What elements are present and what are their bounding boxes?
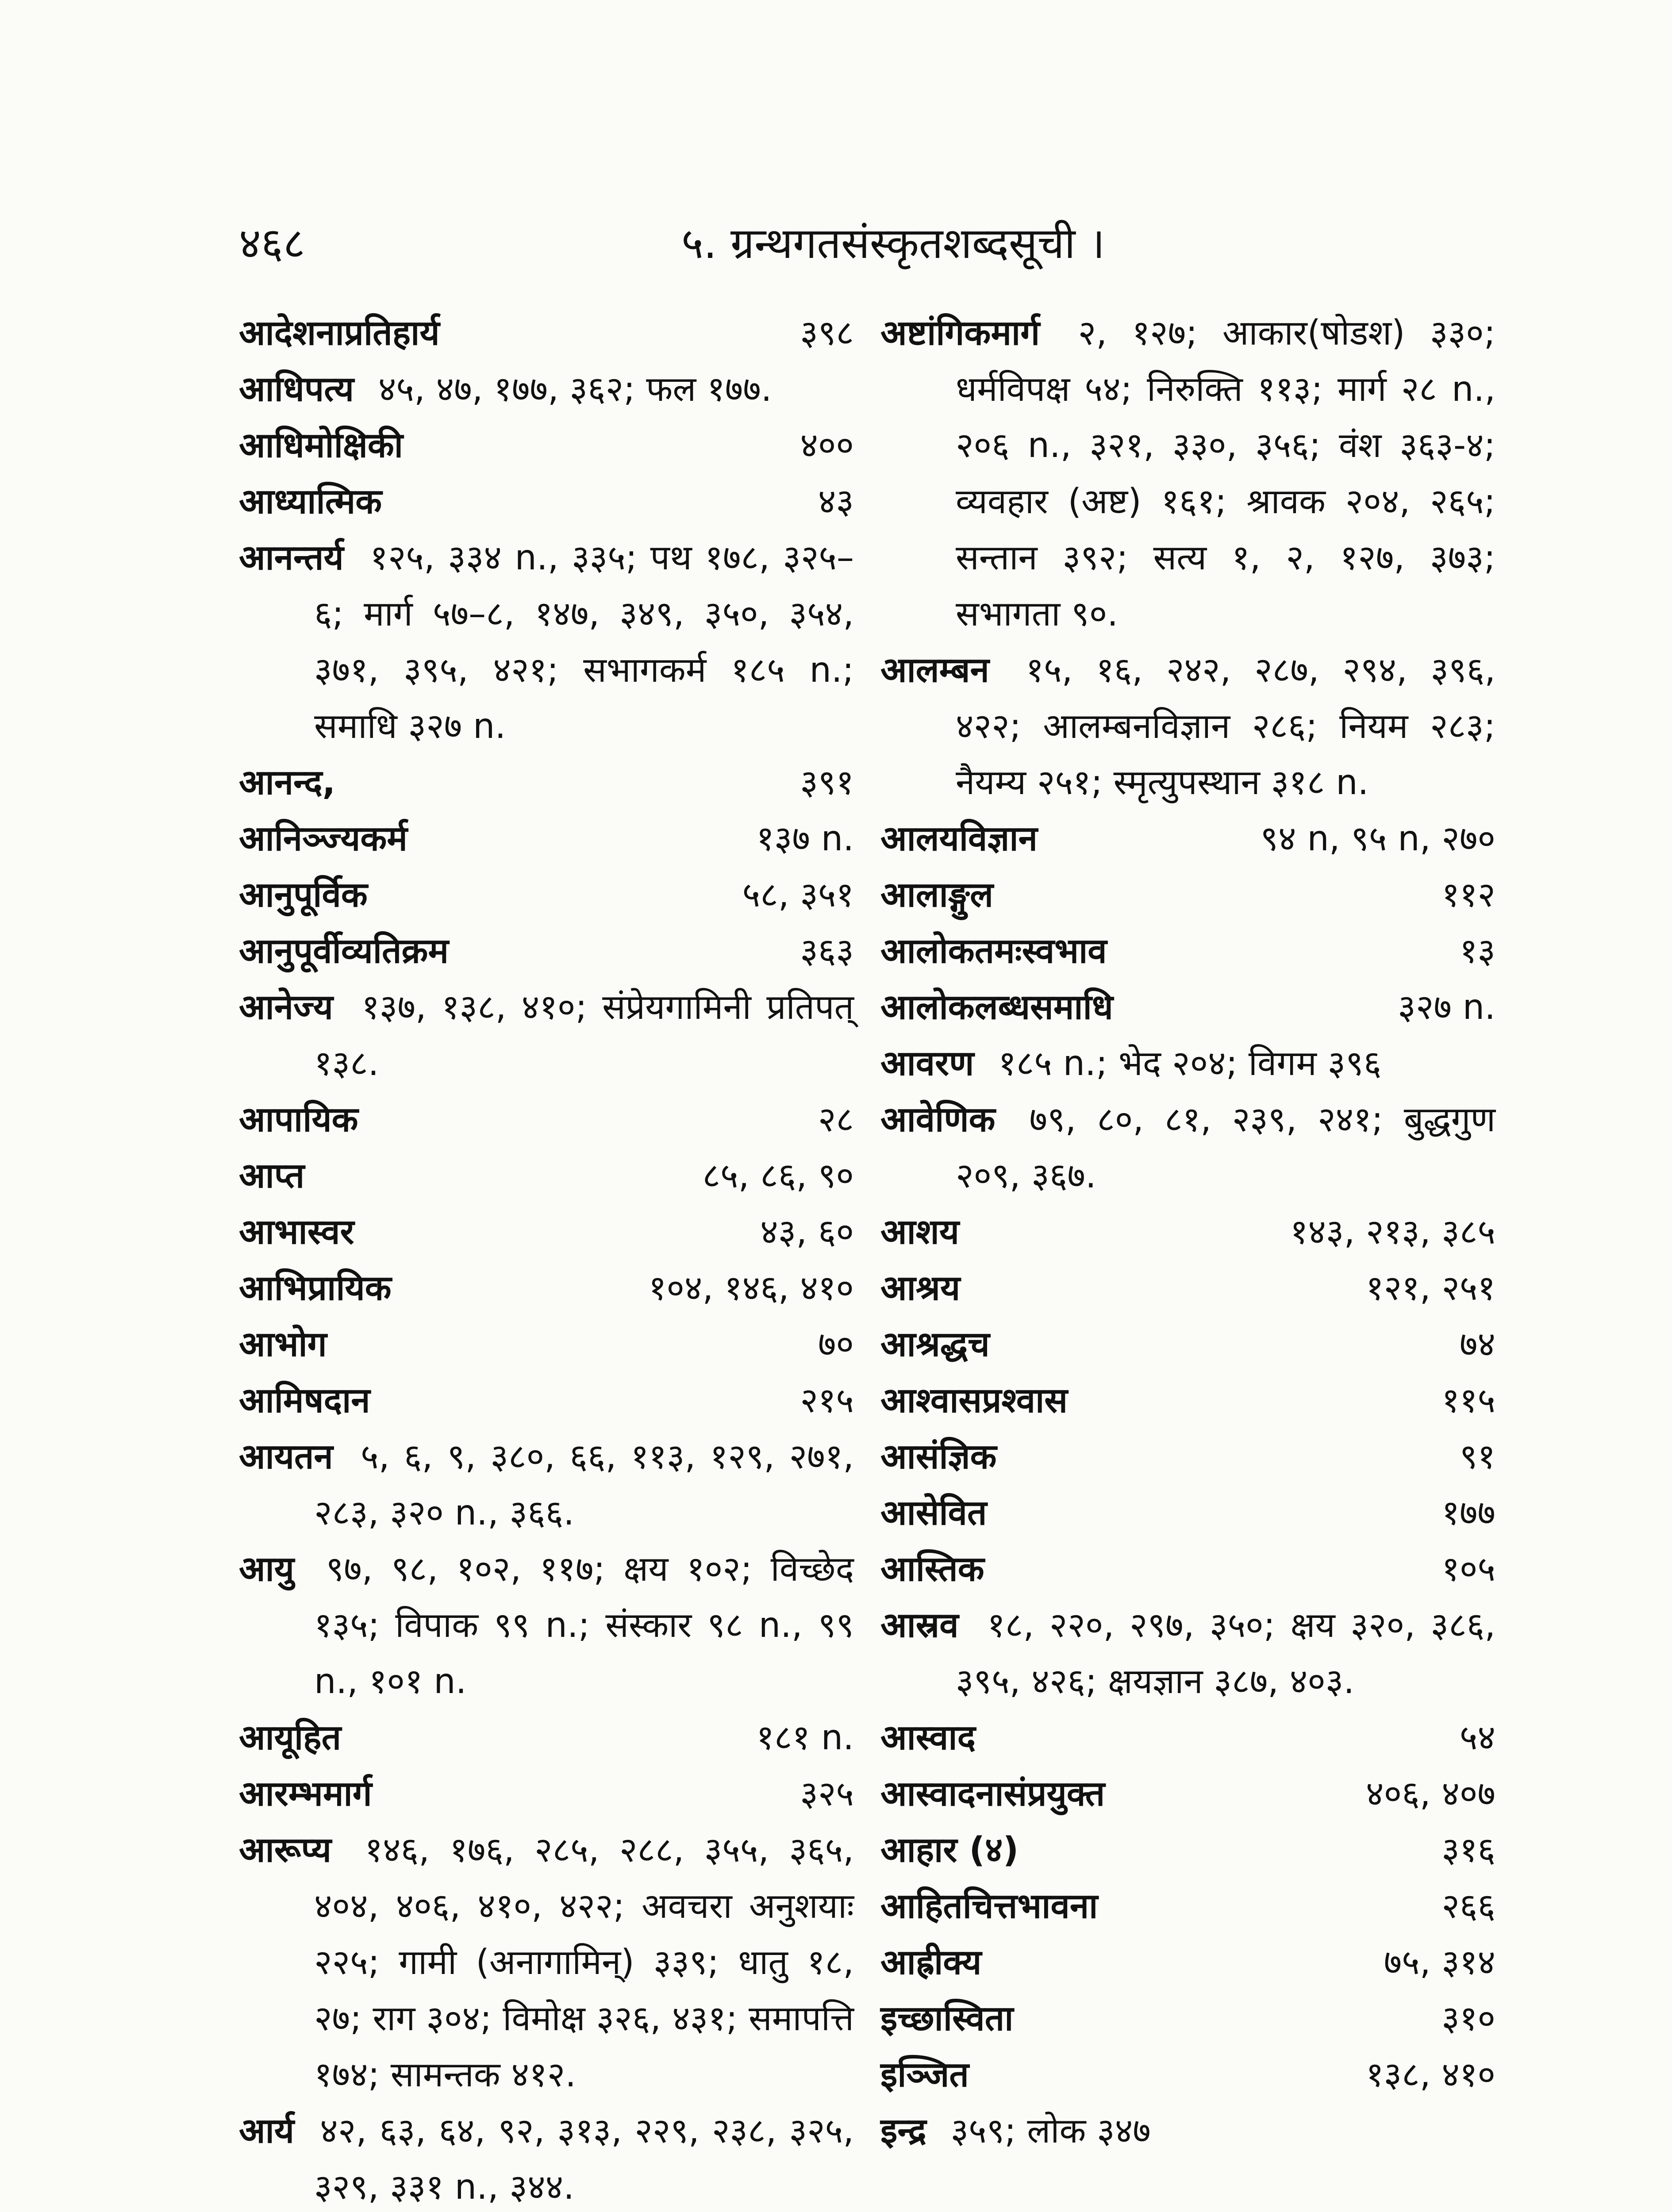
entry-headword: आस्वादनासंप्रयुक्त xyxy=(880,1774,1105,1814)
entry-headword: इञ्जित xyxy=(880,2055,969,2095)
entry-references: १२५, ३३४ n., ३३५; पथ १७८, ३२५–६; मार्ग ५७–८, १४७, ३४९, ३५०, ३५४, ३७१, ३९५, ४२१; सभागकर्म १८५ n.; समाधि ३२७ n. xyxy=(314,538,854,746)
index-entry xyxy=(239,979,854,1092)
entry-headword: आवेणिक xyxy=(880,1100,996,1140)
index-entry xyxy=(880,305,1495,642)
entry-references: १३८, ४१० xyxy=(1366,2055,1495,2095)
index-entry xyxy=(239,1541,854,1710)
entry-references: १४३, २१३, ३८५ xyxy=(1290,1212,1495,1252)
entry-references: १८, २२०, २९७, ३५०; क्षय ३२०, ३८६, ३९५, ४२६; क्षयज्ञान ३८७, ४०३. xyxy=(956,1605,1495,1701)
index-entry xyxy=(239,755,854,811)
entry-headword: आवरण xyxy=(880,1044,974,1083)
index-entry xyxy=(880,2047,1495,2103)
index-entry xyxy=(239,1317,854,1373)
entry-references: २१५ xyxy=(800,1381,854,1421)
index-entry xyxy=(239,1766,854,1822)
index-entry xyxy=(239,1260,854,1317)
entry-references: ५८, ३५१ xyxy=(742,875,854,915)
index-entry xyxy=(880,1485,1495,1541)
index-entry xyxy=(239,474,854,530)
entry-headword: आलोकलब्धसमाधि xyxy=(880,987,1113,1027)
entry-headword: आस्तिक xyxy=(880,1549,984,1589)
index-column-right xyxy=(880,305,1495,2159)
index-entry xyxy=(239,811,854,867)
index-entry xyxy=(880,1541,1495,1598)
entry-headword: आहार (४) xyxy=(880,1830,1019,1870)
index-entry xyxy=(239,361,854,418)
index-entry xyxy=(239,418,854,474)
entry-headword: अष्टांगिकमार्ग xyxy=(880,313,1040,353)
index-entry xyxy=(880,642,1495,811)
entry-headword: आनिञ्ज्यकर्म xyxy=(239,819,407,859)
entry-headword: आसेवित xyxy=(880,1493,987,1533)
entry-headword: आश्रद्धच xyxy=(880,1325,990,1364)
entry-headword: आनुपूर्विक xyxy=(239,875,368,915)
entry-headword: आरम्भमार्ग xyxy=(239,1774,372,1814)
entry-headword: आस्वाद xyxy=(880,1718,976,1758)
entry-headword: आप्त xyxy=(239,1156,305,1196)
entry-references: ३९१ xyxy=(800,763,854,803)
index-entry xyxy=(880,979,1495,1036)
index-entry xyxy=(880,1036,1495,1092)
index-entry xyxy=(239,923,854,979)
index-column-left xyxy=(239,305,854,2212)
entry-references: १८१ n. xyxy=(756,1718,854,1758)
entry-references: १३७, १३८, ४१०; संप्रेयगामिनी प्रतिपत् १३८. xyxy=(314,987,854,1083)
index-entry xyxy=(880,1822,1495,1878)
entry-references: ४५, ४७, १७७, ३६२; फल १७७. xyxy=(378,369,772,409)
entry-references: ३२५ xyxy=(800,1774,854,1814)
index-entry xyxy=(880,1092,1495,1204)
entry-headword: आभिप्रायिक xyxy=(239,1268,392,1308)
entry-headword: आनन्द, xyxy=(239,763,336,803)
index-entry xyxy=(880,1317,1495,1373)
index-entry xyxy=(880,867,1495,923)
entry-references: ८५, ८६, ९० xyxy=(702,1156,854,1196)
entry-headword: आधिमोक्षिकी xyxy=(239,426,403,465)
index-entry xyxy=(880,2103,1495,2159)
entry-references: ४०६, ४०७ xyxy=(1366,1774,1495,1814)
entry-headword: आयतन xyxy=(239,1437,333,1477)
index-entry xyxy=(239,530,854,755)
index-entry xyxy=(880,1991,1495,2047)
entry-headword: आह्रीक्य xyxy=(880,1943,982,1982)
index-entry xyxy=(880,1878,1495,1935)
index-entry xyxy=(239,1822,854,2103)
entry-references: ७० xyxy=(818,1325,854,1364)
entry-references: ३१६ xyxy=(1441,1830,1495,1870)
entry-headword: आध्यात्मिक xyxy=(239,482,382,522)
entry-references: ७५, ३१४ xyxy=(1384,1943,1495,1982)
entry-headword: आधिपत्य xyxy=(239,369,354,409)
entry-headword: आलयविज्ञान xyxy=(880,819,1038,859)
index-entry xyxy=(239,1148,854,1204)
entry-references: ४२, ६३, ६४, ९२, ३१३, २२९, २३८, ३२५, ३२९, ३३१ n., ३४४. xyxy=(314,2111,854,2207)
entry-references: १४६, १७६, २८५, २८८, ३५५, ३६५, ४०४, ४०६, ४१०, ४२२; अवचरा अनुशयाः २२५; गामी (अनागामिन्) ३३९; धातु १८, २७; राग ३०४; विमोक्ष ३२६, ४३१; समापत्ति १७४; सामन्तक ४१२. xyxy=(314,1830,854,2095)
index-entry xyxy=(880,1766,1495,1822)
index-entry xyxy=(880,1598,1495,1710)
entry-headword: इन्द्र xyxy=(880,2111,926,2151)
index-entry xyxy=(880,1935,1495,1991)
entry-headword: आनुपूर्वीव्यतिक्रम xyxy=(239,931,449,971)
index-entry xyxy=(239,2103,854,2212)
page-header xyxy=(239,212,1469,274)
entry-headword: आयूहित xyxy=(239,1718,342,1758)
entry-headword: आमिषदान xyxy=(239,1381,370,1421)
entry-references: ७९, ८०, ८१, २३९, २४१; बुद्धगुण २०९, ३६७. xyxy=(956,1100,1495,1196)
index-entry xyxy=(239,1373,854,1429)
entry-references: ४३, ६० xyxy=(760,1212,854,1252)
entry-headword: आलम्बन xyxy=(880,650,989,690)
entry-headword: आनन्तर्य xyxy=(239,538,344,578)
running-title: ५. ग्रन्थगतसंस्कृतशब्दसूची । xyxy=(681,219,1105,268)
entry-headword: आरूप्य xyxy=(239,1830,332,1870)
entry-references: ९४ n, ९५ n, २७० xyxy=(1260,819,1495,859)
entry-references: ३९८ xyxy=(800,313,854,353)
index-entry xyxy=(239,305,854,361)
entry-headword: आदेशनाप्रतिहार्य xyxy=(239,313,440,353)
index-entry xyxy=(880,1260,1495,1317)
entry-headword: आपायिक xyxy=(239,1100,358,1140)
index-entry xyxy=(239,1429,854,1541)
entry-headword: आनेज्य xyxy=(239,987,333,1027)
entry-references: ९७, ९८, १०२, ११७; क्षय १०२; विच्छेद १३५; विपाक ९९ n.; संस्कार ९८ n., ९९ n., १०१ n. xyxy=(314,1549,854,1701)
entry-headword: आर्य xyxy=(239,2111,294,2151)
index-entry xyxy=(880,1373,1495,1429)
entry-references: १८५ n.; भेद २०४; विगम ३९६ xyxy=(998,1044,1382,1083)
entry-references: २६६ xyxy=(1441,1886,1495,1926)
entry-references: १०४, १४६, ४१० xyxy=(648,1268,854,1308)
entry-headword: आश्रय xyxy=(880,1268,961,1308)
entry-headword: आश्वासप्रश्वास xyxy=(880,1381,1068,1421)
entry-references: ३२७ n. xyxy=(1398,987,1495,1027)
entry-headword: आयु xyxy=(239,1549,294,1589)
entry-references: ५४ xyxy=(1459,1718,1495,1758)
page-number: ४६८ xyxy=(239,219,305,268)
entry-headword: आशय xyxy=(880,1212,959,1252)
index-entry xyxy=(239,867,854,923)
entry-references: ४३ xyxy=(818,482,854,522)
entry-headword: आभास्वर xyxy=(239,1212,354,1252)
entry-references: ३१० xyxy=(1441,1999,1495,2039)
index-entry xyxy=(880,1429,1495,1485)
entry-references: ११२ xyxy=(1441,875,1495,915)
entry-headword: आहितचित्तभावना xyxy=(880,1886,1098,1926)
entry-headword: आस्रव xyxy=(880,1605,959,1645)
entry-references: ४०० xyxy=(800,426,854,465)
entry-references: २८ xyxy=(818,1100,854,1140)
entry-references: ३५९; लोक ३४७ xyxy=(950,2111,1151,2151)
entry-references: १०५ xyxy=(1441,1549,1495,1589)
entry-headword: आलाङ्गुल xyxy=(880,875,994,915)
entry-references: २, १२७; आकार(षोडश) ३३०; धर्मविपक्ष ५४; निरुक्ति ११३; मार्ग २८ n., २०६ n., ३२१, ३३०, ३५६; वंश ३६३-४; व्यवहार (अष्ट) १६१; श्रावक २०४, २६५; सन्तान ३९२; सत्य १, २, १२७, ३७३; सभागता ९०. xyxy=(956,313,1496,634)
entry-references: ९१ xyxy=(1459,1437,1495,1477)
entry-references: ११५ xyxy=(1441,1381,1495,1421)
entry-references: ५, ६, ९, ३८०, ६६, ११३, १२९, २७१, २८३, ३२० n., ३६६. xyxy=(314,1437,854,1533)
entry-headword: आसंज्ञिक xyxy=(880,1437,997,1477)
index-entry xyxy=(880,1710,1495,1766)
index-entry xyxy=(880,811,1495,867)
index-entry xyxy=(880,1204,1495,1260)
entry-headword: इच्छास्विता xyxy=(880,1999,1014,2039)
entry-references: ३६३ xyxy=(800,931,854,971)
entry-references: १५, १६, २४२, २८७, २९४, ३९६, ४२२; आलम्बनविज्ञान २८६; नियम २८३; नैयम्य २५१; स्मृत्युपस्थान ३१८ n. xyxy=(956,650,1495,803)
entry-headword: आभोग xyxy=(239,1325,327,1364)
index-entry xyxy=(880,923,1495,979)
index-entry xyxy=(239,1092,854,1148)
entry-headword: आलोकतमःस्वभाव xyxy=(880,931,1107,971)
entry-references: १२१, २५१ xyxy=(1366,1268,1495,1308)
entry-references: १७७ xyxy=(1441,1493,1495,1533)
entry-references: ७४ xyxy=(1459,1325,1495,1364)
index-entry xyxy=(239,1204,854,1260)
index-entry xyxy=(239,1710,854,1766)
entry-references: १३७ n. xyxy=(756,819,854,859)
entry-references: १३ xyxy=(1459,931,1495,971)
